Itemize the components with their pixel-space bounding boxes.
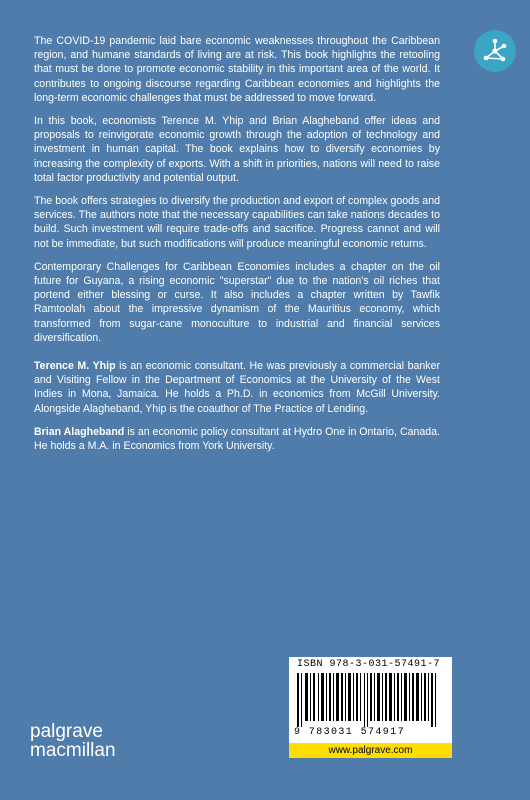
description-paragraph-2: In this book, economists Terence M. Yhip and Brian Alagheband offer ideas and proposals to reinvigorate economic growth through the adoption of technology and investment in human capital. The book explains how to diversify economies by increasing the complexity of exports. With a shift in priorities, nations will need to raise total factor productivity and potential output. xyxy=(34,115,440,184)
author-bio-1 xyxy=(34,359,440,416)
description-paragraph-3: The book offers strategies to diversify the production and export of complex goods and services. The authors note that the necessary capabilities can take nations decades to build. Such investment will require trade-offs and sacrifice. Progress cannot and will not be immediate, but such modifications will produce meaningful economic returns. xyxy=(34,195,440,250)
isbn-barcode-box xyxy=(289,657,452,758)
publisher-line-2: macmillan xyxy=(30,740,116,761)
author-name-1: Terence M. Yhip xyxy=(34,360,116,373)
publisher-line-1: palgrave xyxy=(30,721,103,742)
author-bio-text-2: is an economic policy consultant at Hydro One in Ontario, Canada. He holds a M.A. in Economics from York University. xyxy=(34,425,440,453)
description-paragraph-4: Contemporary Challenges for Caribbean Economies includes a chapter on the oil future for Guyana, a rising economic "superstar" due to the nation's oil riches that portend either blessing or curse. It also includes a chapter written by Tawfik Ramtoolah about the impressive dynamism of the Mauritius economy, which transformed from sugar-cane monoculture to industrial and financial services diversification. xyxy=(34,260,440,344)
barcode-number: 9 783031 574917 xyxy=(294,727,406,738)
isbn-label: ISBN 978-3-031-57491-7 xyxy=(297,659,441,670)
description-paragraph-1: The COVID-19 pandemic laid bare economic weaknesses throughout the Caribbean region, and humane standards of living are at risk. This book highlights the retooling that must be done to promote economic stability in this important area of the world. It contributes to ongoing discourse regarding Caribbean economies and highlights the long-term economic challenges that must be addressed to move forward. xyxy=(34,35,440,104)
publisher-website: www.palgrave.com xyxy=(289,743,452,758)
author-name-2: Brian Alagheband xyxy=(34,425,125,438)
description-block xyxy=(34,34,440,462)
author-bio-text-1: is an economic consultant. He was previously a commercial banker and Visiting Fellow in the Department of Economics at the University of the West Indies in Mona, Jamaica. He holds a Ph.D. in economics from McGill University. Alongside Alagheband, Yhip is the coauthor of The Practice of Lending. xyxy=(34,360,440,415)
author-bio-2 xyxy=(34,425,440,453)
springer-network-icon xyxy=(474,30,516,72)
publisher-logo xyxy=(30,722,116,760)
barcode-icon xyxy=(297,673,445,727)
